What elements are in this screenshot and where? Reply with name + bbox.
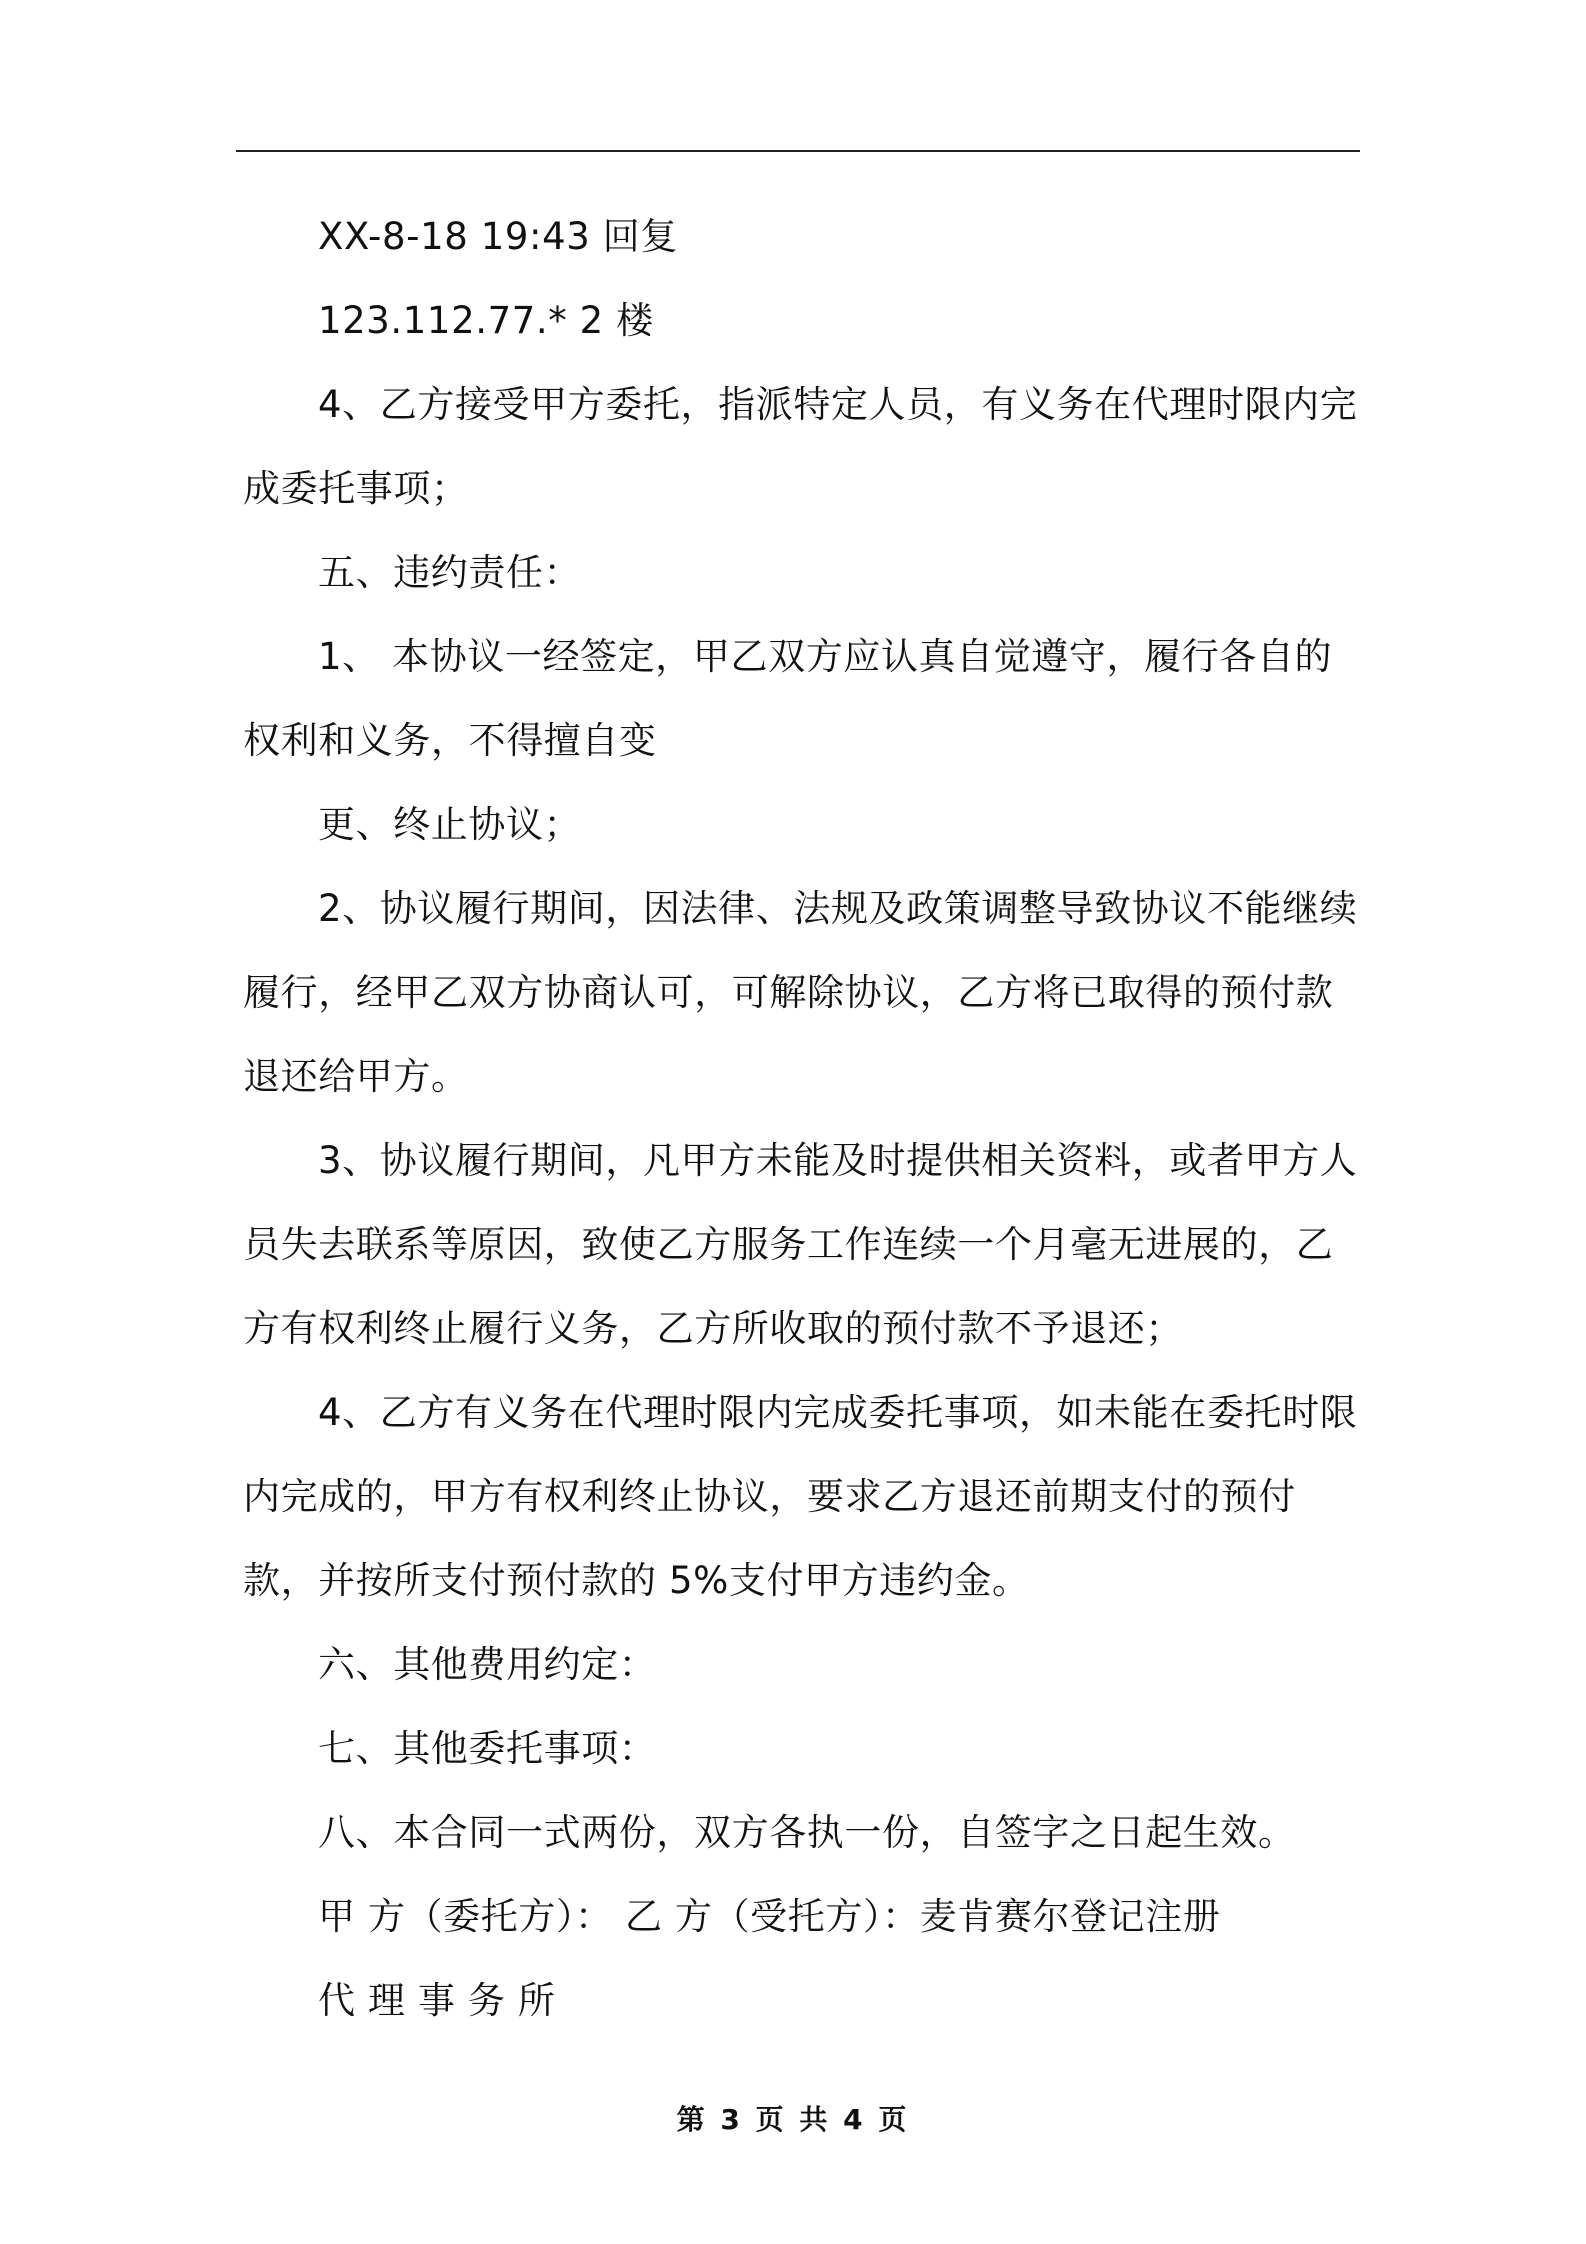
- section-5-heading: 五、违约责任：: [318, 551, 582, 594]
- section-8-effectiveness: 八、本合同一式两份，双方各执一份，自签字之日起生效。: [318, 1811, 1296, 1854]
- breach-clause-1: 1、 本协议一经签定，甲乙双方应认真自觉遵守，履行各自的权利和义务，不得擅自变: [243, 635, 1333, 762]
- section-6-heading: 六、其他费用约定：: [318, 1643, 657, 1686]
- document-body: [243, 195, 1358, 2043]
- breach-clause-2: 2、协议履行期间，因法律、法规及政策调整导致协议不能继续履行，经甲乙双方协商认可，可解除协议，乙方将已取得的预付款退还给甲方。: [243, 887, 1358, 1098]
- breach-clause-1-continued: 更、终止协议；: [318, 803, 582, 846]
- breach-clause-4: 4、乙方有义务在代理时限内完成委托事项，如未能在委托时限内完成的，甲方有权利终止协议，要求乙方退还前期支付的预付款，并按所支付预付款的 5%支付甲方违约金。: [243, 1391, 1358, 1602]
- clause-4-agent-duty: 4、乙方接受甲方委托，指派特定人员，有义务在代理时限内完成委托事项；: [243, 383, 1358, 510]
- signature-line-continued: 代 理 事 务 所: [318, 1979, 556, 2022]
- reply-floor: 123.112.77.* 2 楼: [318, 299, 654, 342]
- section-7-heading: 七、其他委托事项：: [318, 1727, 657, 1770]
- header-rule: [236, 150, 1360, 152]
- page-footer: 第 3 页 共 4 页: [676, 2103, 910, 2136]
- reply-time: XX-8-18 19:43 回复: [318, 215, 678, 258]
- signature-line: 甲 方（委托方）： 乙 方（受托方）：麦肯赛尔登记注册: [318, 1895, 1221, 1938]
- breach-clause-3: 3、协议履行期间，凡甲方未能及时提供相关资料，或者甲方人员失去联系等原因，致使乙方服务工作连续一个月毫无进展的，乙方有权利终止履行义务，乙方所收取的预付款不予退还；: [243, 1139, 1358, 1350]
